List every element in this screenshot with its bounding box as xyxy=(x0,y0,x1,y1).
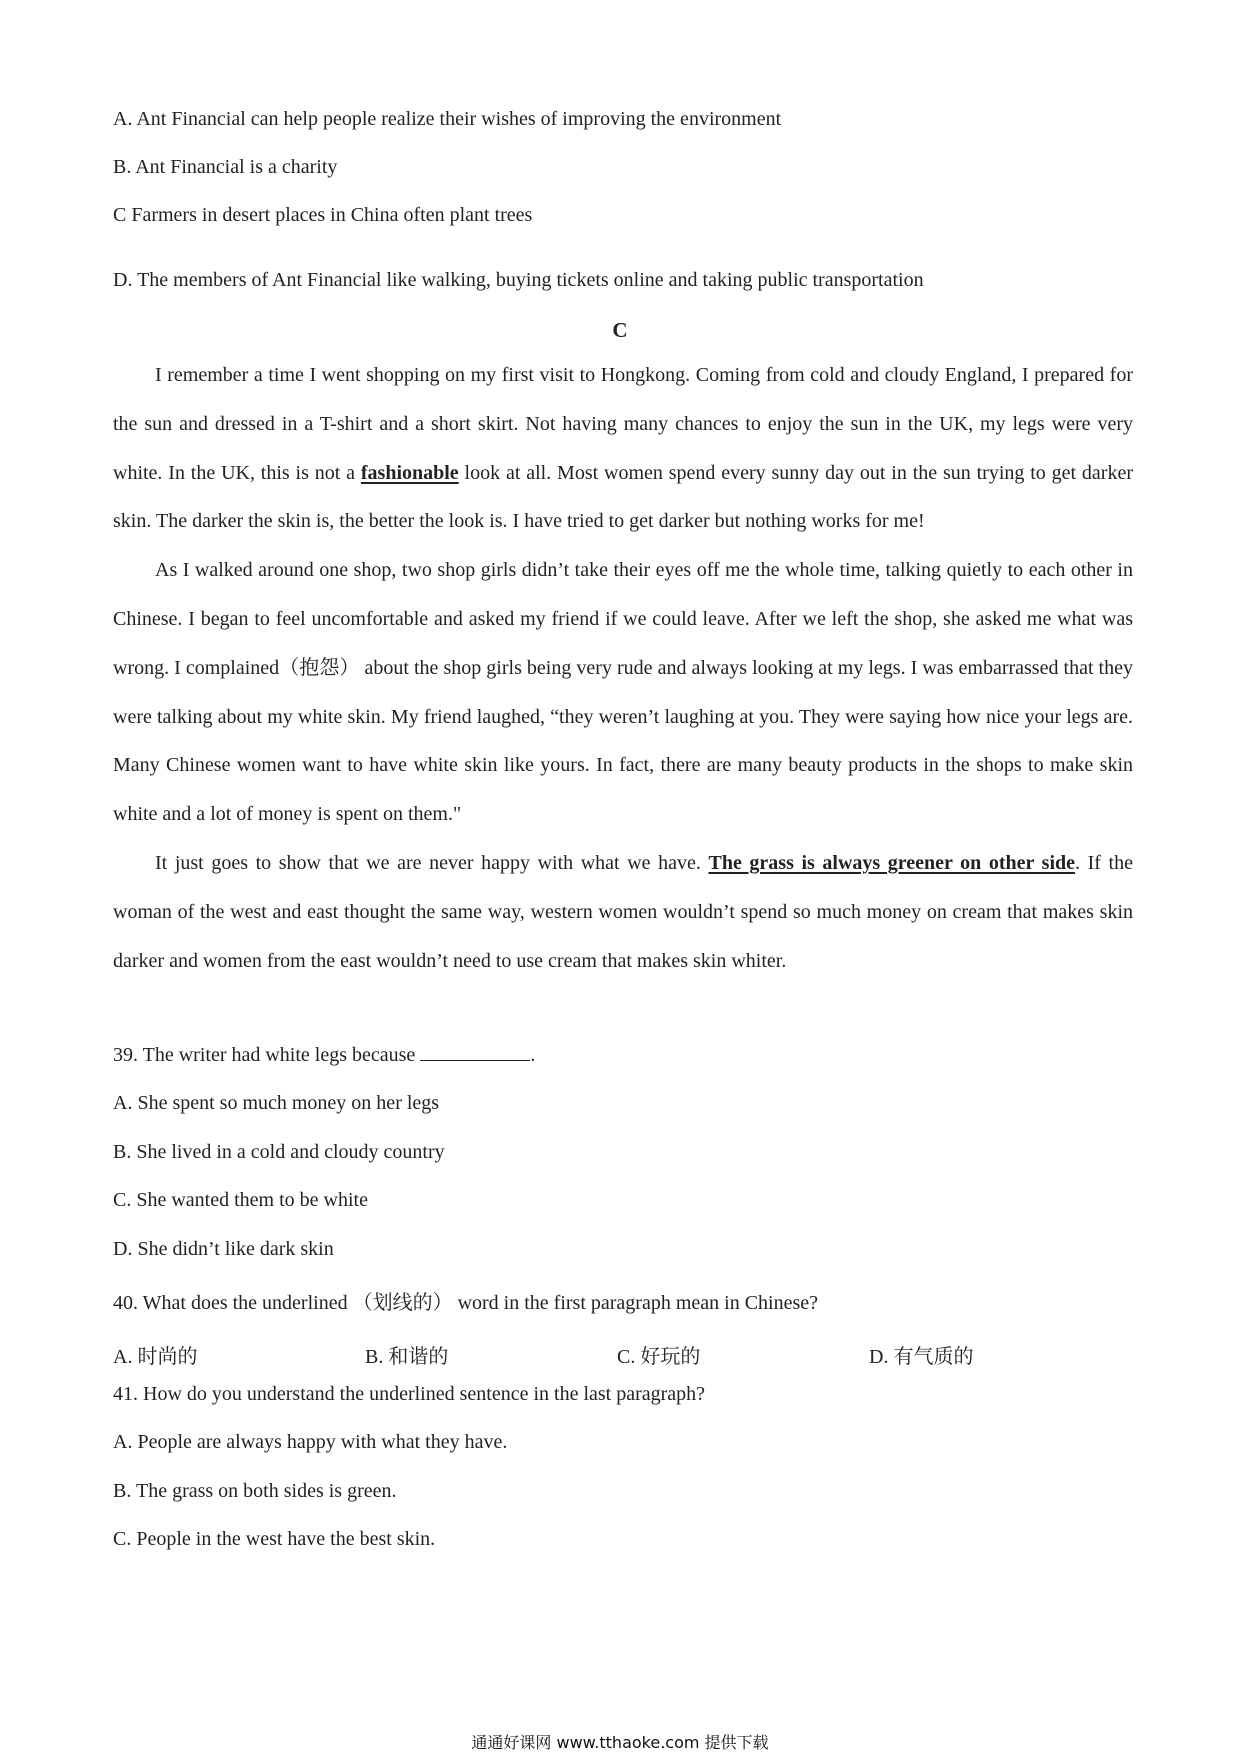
q39-option-c: C. She wanted them to be white xyxy=(113,1189,368,1211)
section-heading: C xyxy=(612,318,628,342)
p3-text-before: It just goes to show that we are never happy with what we have. xyxy=(155,851,709,874)
p1-text-before: I remember a time I went shopping on my first visit to Hongkong. Coming from cold and cloudy England, I prepared for the sun and dressed in a T-shirt and a short skirt. Not having many chances to enjoy the sun in the UK, my legs were very white. In the UK, this is not a xyxy=(113,364,1133,484)
prev-option-b: B. Ant Financial is a charity xyxy=(113,156,338,178)
q41-stem: 41. How do you understand the underlined sentence in the last paragraph? xyxy=(113,1383,706,1405)
prev-option-d: D. The members of Ant Financial like walking, buying tickets online and taking public transportation xyxy=(113,269,924,291)
q39-stem-end: . xyxy=(530,1044,536,1066)
q39-option-d: D. She didn’t like dark skin xyxy=(113,1238,334,1260)
q39-option-b: B. She lived in a cold and cloudy country xyxy=(113,1141,445,1163)
q41-option-a: A. People are always happy with what they have. xyxy=(113,1431,508,1453)
reading-passage xyxy=(113,351,1133,985)
q39-stem xyxy=(113,1044,535,1067)
answer-blank xyxy=(420,1046,530,1061)
p1-text-after: look at all. Most women spend every sunny day out in the sun trying to get darker skin. The darker the skin is, the better the look is. I have tried to get darker but nothing works for me! xyxy=(113,461,1133,533)
page-footer: 通通好课网 www.tthaoke.com 提供下载 xyxy=(471,1733,769,1752)
q40-option-a: A. 时尚的 xyxy=(113,1346,198,1368)
q41-option-b: B. The grass on both sides is green. xyxy=(113,1480,397,1502)
passage-paragraph-1 xyxy=(113,351,1133,546)
q41-option-c: C. People in the west have the best skin. xyxy=(113,1528,436,1550)
passage-paragraph-2: As I walked around one shop, two shop girls didn’t take their eyes off me the whole time, talking quietly to each other in Chinese. I began to feel uncomfortable and asked my friend if we could leave. After we left the shop, she asked me what was wrong. I complained（抱怨） about the shop girls being very rude and always looking at my legs. I was embarrassed that they were talking about my white skin. My friend laughed, “they weren’t laughing at you. They were saying how nice your legs are. Many Chinese women want to have white skin like yours. In fact, there are many beauty products in the shops to make skin white and a lot of money is spent on them." xyxy=(113,559,1133,826)
q40-option-d: D. 有气质的 xyxy=(869,1346,974,1368)
passage-paragraph-3 xyxy=(113,839,1133,985)
q40-option-b: B. 和谐的 xyxy=(365,1346,449,1368)
q39-stem-text: 39. The writer had white legs because xyxy=(113,1044,416,1066)
underlined-sentence: The grass is always greener on other side xyxy=(708,851,1076,874)
q40-option-c: C. 好玩的 xyxy=(617,1346,701,1368)
prev-option-c: C Farmers in desert places in China often plant trees xyxy=(113,204,533,226)
prev-option-a: A. Ant Financial can help people realize their wishes of improving the environment xyxy=(113,108,782,130)
underlined-word: fashionable xyxy=(360,461,459,484)
p3-text-after: . If the woman of the west and east thought the same way, western women wouldn’t spend so much money on cream that makes skin darker and women from the east wouldn’t need to use cream that makes skin whiter. xyxy=(113,851,1133,972)
q39-option-a: A. She spent so much money on her legs xyxy=(113,1092,440,1114)
q40-stem: 40. What does the underlined （划线的） word in the first paragraph mean in Chinese? xyxy=(113,1292,819,1314)
